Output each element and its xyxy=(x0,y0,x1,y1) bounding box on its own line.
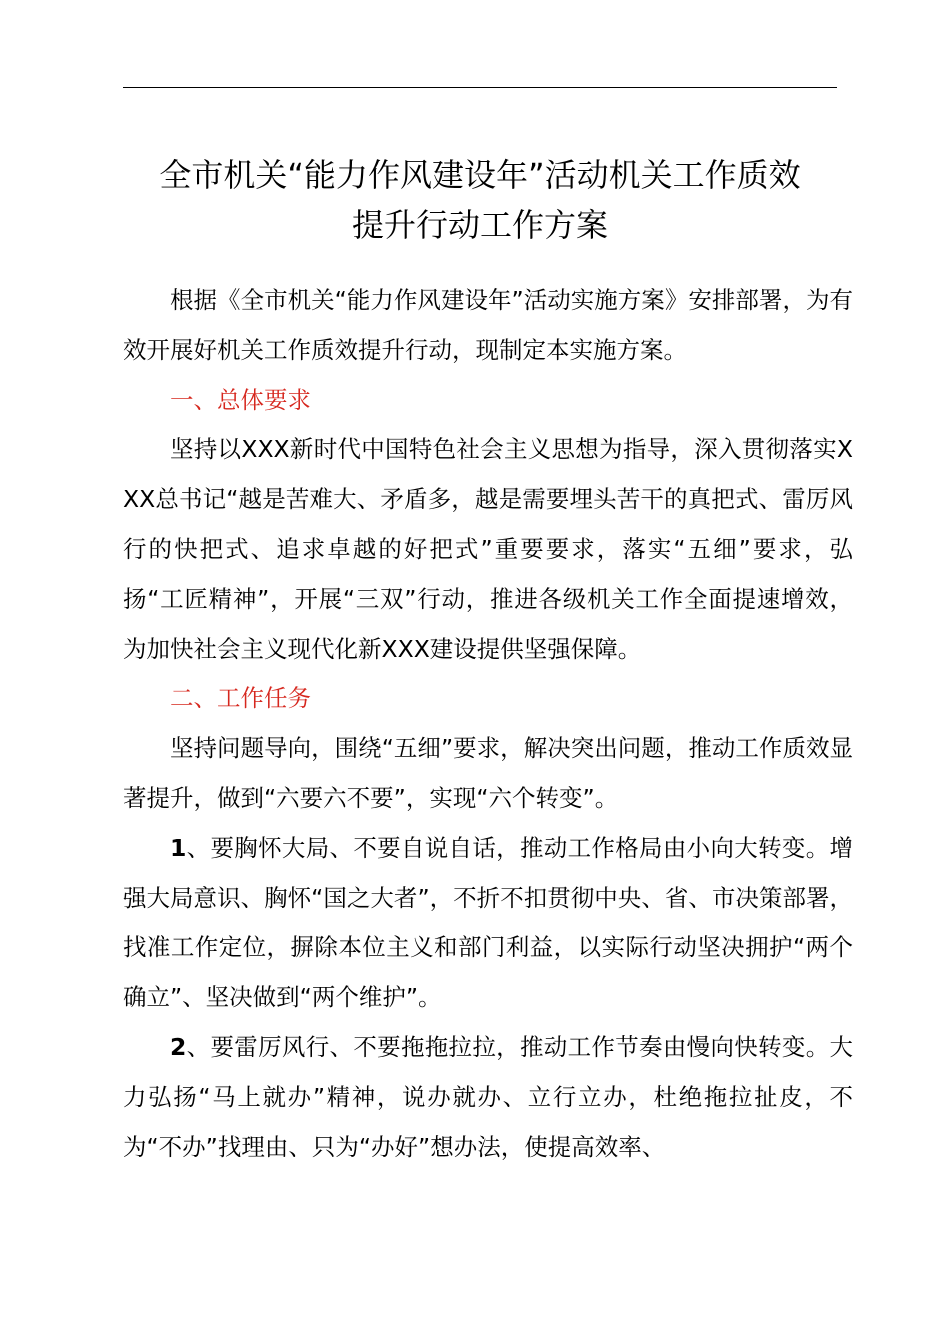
task-item-1-text: 、要胸怀大局、不要自说自话，推动工作格局由小向大转变。增强大局意识、胸怀“国之大者”，不折不扣贯彻中央、省、市决策部署，找准工作定位，摒除本位主义和部门利益，以实际行动坚决拥护“两个确立”、坚决做到“两个维护”。 xyxy=(123,833,853,1012)
task-item-2-text: 、要雷厉风行、不要拖拖拉拉，推动工作节奏由慢向快转变。大力弘扬“马上就办”精神，说办就办、立行立办，杜绝拖拉扯皮，不为“不办”找理由、只为“办好”想办法，使提高效率、 xyxy=(123,1032,853,1161)
work-tasks-paragraph: 坚持问题导向，围绕“五细”要求，解决突出问题，推动工作质效显著提升，做到“六要六不要”，实现“六个转变”。 xyxy=(123,734,853,812)
task-item-1-number: 1 xyxy=(170,833,187,862)
task-item-2 xyxy=(123,1023,853,1172)
general-requirements-paragraph: 坚持以XXX新时代中国特色社会主义思想为指导，深入贯彻落实XXX总书记“越是苦难大、矛盾多，越是需要埋头苦干的真把式、雷厉风行的快把式、追求卓越的好把式”重要要求，落实“五细”要求，弘扬“工匠精神”，开展“三双”行动，推进各级机关工作全面提速增效，为加快社会主义现代化新XXX建设提供坚强保障。 xyxy=(123,435,853,663)
task-item-2-number: 2 xyxy=(170,1032,187,1061)
section-heading-general-requirements: 一、总体要求 xyxy=(170,385,311,414)
header-rule xyxy=(123,87,837,88)
intro-paragraph: 根据《全市机关“能力作风建设年”活动实施方案》安排部署，为有效开展好机关工作质效提升行动，现制定本实施方案。 xyxy=(123,286,853,364)
title-line-2: 提升行动工作方案 xyxy=(351,206,608,244)
title-line-1: 全市机关“能力作风建设年”活动机关工作质效 xyxy=(159,156,801,194)
document-title xyxy=(110,150,850,250)
document-body xyxy=(123,276,853,1172)
section-heading-work-tasks: 二、工作任务 xyxy=(170,684,311,713)
task-item-1 xyxy=(123,824,853,1023)
